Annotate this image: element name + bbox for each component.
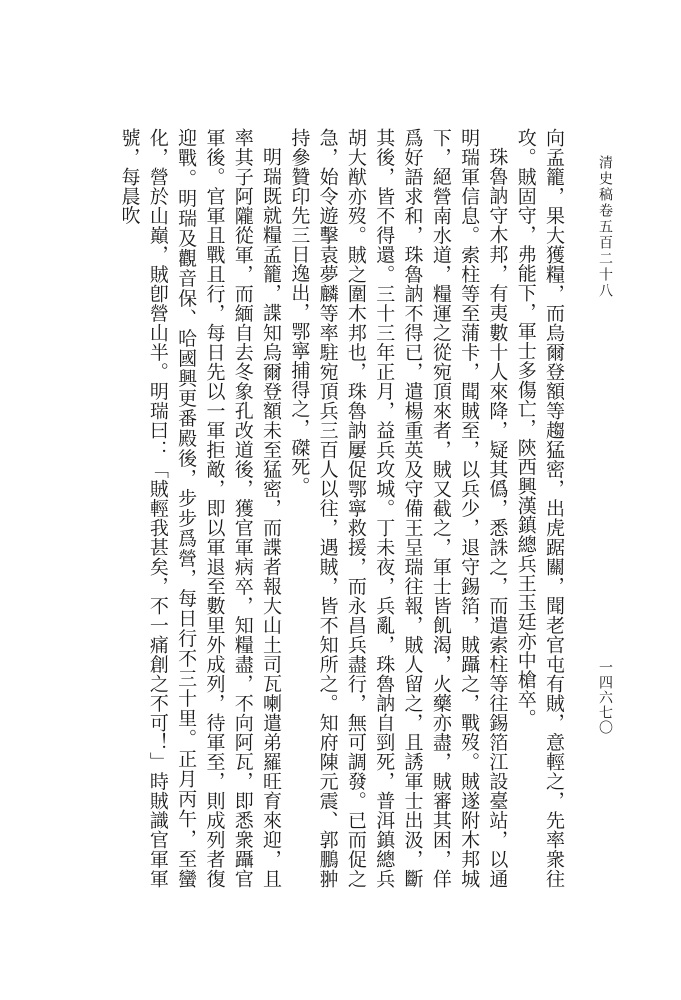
paragraph: 明瑞既就糧孟籠，諜知烏爾登額未至猛密，而諜者報大山土司瓦喇遣弟羅旺育來迎，且率其子阿隴從軍，而緬自去冬象孔改道後，獲官軍病卒，知糧盡，不向阿瓦，即悉衆躡官軍後。官軍且戰且行，每日先以一軍拒敵，即以軍退至數里外成列，待軍至，則成列者復迎戰。明瑞及觀音保、哈國興更番殿後，步步爲營，每日行不三十里。正月丙午，至蠻化，營於山巔，賊卽營山半。明瑞曰：「賊輕我甚矣，不一痛創之不可！」時賊識官軍軍號，每晨吹 xyxy=(118,128,283,888)
running-header: 清史稿卷五百二十八 xyxy=(597,155,613,299)
paragraph: 珠魯訥守木邦，有夷數十人來降，疑其僞，悉誅之，而遣索柱等往錫箔江設臺站，以通明瑞軍信息。索柱等至蒲卡，聞賊至，以兵少，退守錫箔，賊躡之，戰歿。賊遂附木邦城下，絕營南水道，糧運之從宛頂來者，賊又截之，軍士皆飢渴，火藥亦盡，賊審其困，佯爲好語求和，珠魯訥不得已，遣楊重英及守備王呈瑞往報，賊人留之，且誘軍士出汲，斷其後，皆不得還。三十三年正月，益兵攻城。丁未夜，兵亂，珠魯訥自剄死，普洱鎮總兵胡大猷亦歿。賊之圍木邦也，珠魯訥屢促鄂寧救援，而永昌兵盡行，無可調發。已而促之急，始令遊擊袁夢麟等率駐宛頂兵三百人以往，遇賊，皆不知所之。知府陳元震、郭鵬翀持參贊印先三日逸出，鄂寧捕得之，磔死。 xyxy=(288,128,509,888)
body-text xyxy=(115,128,568,888)
paragraph: 向孟籠，果大獲糧，而烏爾登額等趨猛密，出虎踞關，聞老官屯有賊，意輕之，先率衆往攻。賊固守，弗能下，軍士多傷亡，陝西興漢鎮總兵王玉廷亦中槍卒。 xyxy=(514,128,565,888)
page-number: 一四六七〇 xyxy=(597,660,613,735)
